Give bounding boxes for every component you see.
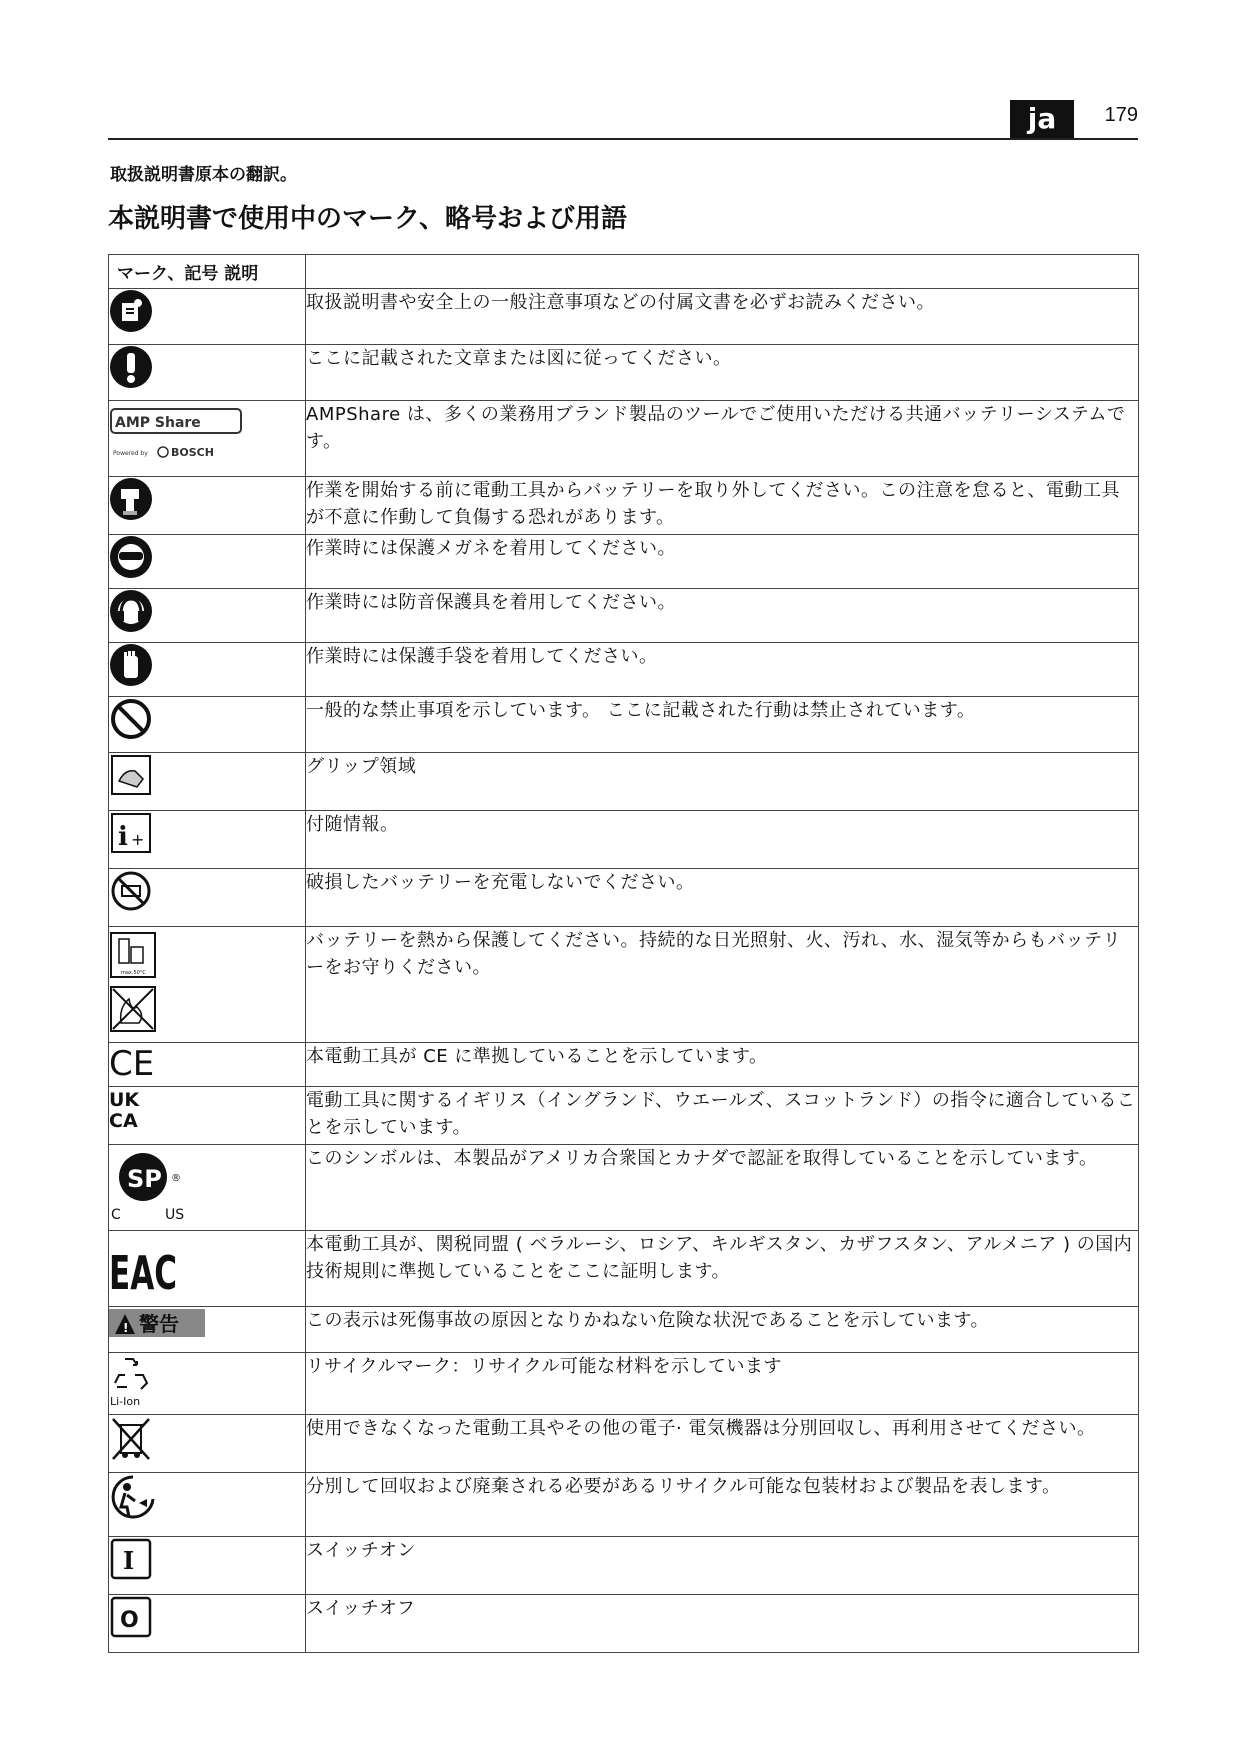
weee-bin-icon bbox=[109, 1415, 153, 1463]
svg-text:Powered by: Powered by bbox=[113, 450, 148, 457]
ampshare-logo bbox=[109, 401, 249, 463]
svg-text:!: ! bbox=[123, 1321, 129, 1335]
table-row bbox=[109, 1415, 1139, 1473]
triman-icon bbox=[109, 1473, 157, 1525]
row-description: 使用できなくなった電動工具やその他の電子· 電気機器は分別回収し、再利用させてください。 bbox=[306, 1415, 1139, 1473]
info-plus-icon bbox=[109, 811, 153, 855]
row-description: 本電動工具が CE に準拠していることを示しています。 bbox=[306, 1043, 1139, 1087]
table-row bbox=[109, 401, 1139, 477]
row-description: 作業時には防音保護具を着用してください。 bbox=[306, 589, 1139, 643]
page-number: 179 bbox=[1104, 104, 1138, 126]
ear-protection-icon bbox=[109, 589, 153, 633]
ce-mark bbox=[109, 1043, 159, 1084]
svg-text:SP: SP bbox=[127, 1165, 162, 1193]
svg-text:max.50°C: max.50°C bbox=[121, 970, 146, 976]
no-charge-damaged-battery-icon bbox=[109, 869, 153, 913]
svg-text:C: C bbox=[111, 1207, 121, 1223]
svg-text:CE: CE bbox=[109, 1044, 155, 1084]
svg-text:BOSCH: BOSCH bbox=[171, 446, 214, 459]
row-description: リサイクルマーク：リサイクル可能な材料を示しています bbox=[306, 1353, 1139, 1415]
csa-mark bbox=[109, 1145, 199, 1223]
table-row bbox=[109, 1595, 1139, 1653]
row-description: 取扱説明書や安全上の一般注意事項などの付属文書を必ずお読みください。 bbox=[306, 289, 1139, 345]
switch-on-icon bbox=[109, 1537, 153, 1581]
table-row bbox=[109, 289, 1139, 345]
table-row bbox=[109, 477, 1139, 535]
table-row bbox=[109, 1473, 1139, 1537]
table-row bbox=[109, 1087, 1139, 1145]
eac-mark bbox=[109, 1231, 179, 1300]
row-description: 作業を開始する前に電動工具からバッテリーを取り外してください。この注意を怠ると、電動工具が不意に作動して負傷する恐れがあります。 bbox=[306, 477, 1139, 535]
battery-heat-protection-icon bbox=[109, 927, 157, 1035]
svg-text:®: ® bbox=[171, 1173, 181, 1184]
row-description: グリップ領域 bbox=[306, 753, 1139, 811]
row-description: 一般的な禁止事項を示しています。 ここに記載された行動は禁止されています。 bbox=[306, 697, 1139, 753]
table-row bbox=[109, 753, 1139, 811]
table-row bbox=[109, 643, 1139, 697]
switch-off-icon bbox=[109, 1595, 153, 1639]
row-description: 電動工具に関するイギリス（イングランド、ウエールズ、スコットランド）の指令に適合していることを示しています。 bbox=[306, 1087, 1139, 1145]
svg-text:警告: 警告 bbox=[139, 1312, 179, 1336]
svg-text:+: + bbox=[131, 830, 145, 849]
read-manual-icon bbox=[109, 289, 153, 333]
svg-text:UK: UK bbox=[109, 1089, 140, 1111]
svg-text:I: I bbox=[123, 1546, 135, 1575]
table-row bbox=[109, 1231, 1139, 1307]
column-header-mark: マーク、記号 説明 bbox=[109, 255, 306, 289]
table-row bbox=[109, 345, 1139, 401]
remove-battery-icon bbox=[109, 477, 153, 521]
ukca-mark bbox=[109, 1087, 149, 1131]
row-description: バッテリーを熱から保護してください。持続的な日光照射、火、汚れ、水、湿気等からもバッテリーをお守りください。 bbox=[306, 927, 1139, 1043]
page-title: 本説明書で使用中のマーク、略号および用語 bbox=[108, 204, 627, 234]
row-description: 付随情報。 bbox=[306, 811, 1139, 869]
row-description: 分別して回収および廃棄される必要があるリサイクル可能な包装材および製品を表します。 bbox=[306, 1473, 1139, 1537]
row-description: 破損したバッテリーを充電しないでください。 bbox=[306, 869, 1139, 927]
prohibited-icon bbox=[109, 697, 153, 741]
row-description: ここに記載された文章または図に従ってください。 bbox=[306, 345, 1139, 401]
table-row bbox=[109, 1145, 1139, 1231]
table-row bbox=[109, 697, 1139, 753]
translation-note: 取扱説明書原本の翻訳。 bbox=[110, 165, 297, 185]
recycle-li-ion-icon bbox=[109, 1353, 153, 1407]
table-row bbox=[109, 1353, 1139, 1415]
svg-text:US: US bbox=[165, 1207, 185, 1223]
exclamation-icon bbox=[109, 345, 153, 389]
table-row bbox=[109, 811, 1139, 869]
safety-glasses-icon bbox=[109, 535, 153, 579]
row-description: このシンボルは、本製品がアメリカ合衆国とカナダで認証を取得していることを示しています。 bbox=[306, 1145, 1139, 1231]
svg-text:O: O bbox=[120, 1608, 139, 1633]
table-header-row bbox=[109, 255, 1139, 289]
language-tab: ja bbox=[1010, 100, 1074, 138]
symbols-table bbox=[108, 254, 1139, 1653]
svg-text:EAC: EAC bbox=[109, 1246, 177, 1300]
svg-text:Li-Ion: Li-Ion bbox=[110, 1395, 141, 1408]
svg-text:i: i bbox=[118, 822, 128, 852]
table-row bbox=[109, 1307, 1139, 1353]
row-description: AMPShare は、多くの業務用ブランド製品のツールでご使用いただける共通バッテリーシステムです。 bbox=[306, 401, 1139, 477]
row-description: この表示は死傷事故の原因となりかねない危険な状況であることを示しています。 bbox=[306, 1307, 1139, 1353]
table-row bbox=[109, 869, 1139, 927]
row-description: スイッチオン bbox=[306, 1537, 1139, 1595]
table-row bbox=[109, 1043, 1139, 1087]
row-description: 作業時には保護手袋を着用してください。 bbox=[306, 643, 1139, 697]
svg-text:CA: CA bbox=[109, 1110, 138, 1132]
table-row bbox=[109, 927, 1139, 1043]
row-description: 本電動工具が、関税同盟 ( ベラルーシ、ロシア、キルギスタン、カザフスタン、アルメニア ) の国内技術規則に準拠していることをここに証明します。 bbox=[306, 1231, 1139, 1307]
row-description: 作業時には保護メガネを着用してください。 bbox=[306, 535, 1139, 589]
warning-label-icon bbox=[109, 1307, 205, 1339]
table-row bbox=[109, 1537, 1139, 1595]
column-header-description bbox=[306, 255, 1139, 289]
table-row bbox=[109, 535, 1139, 589]
grip-area-icon bbox=[109, 753, 153, 797]
page-header bbox=[108, 100, 1138, 140]
svg-text:AMP Share: AMP Share bbox=[115, 415, 201, 431]
gloves-icon bbox=[109, 643, 153, 687]
table-row bbox=[109, 589, 1139, 643]
row-description: スイッチオフ bbox=[306, 1595, 1139, 1653]
